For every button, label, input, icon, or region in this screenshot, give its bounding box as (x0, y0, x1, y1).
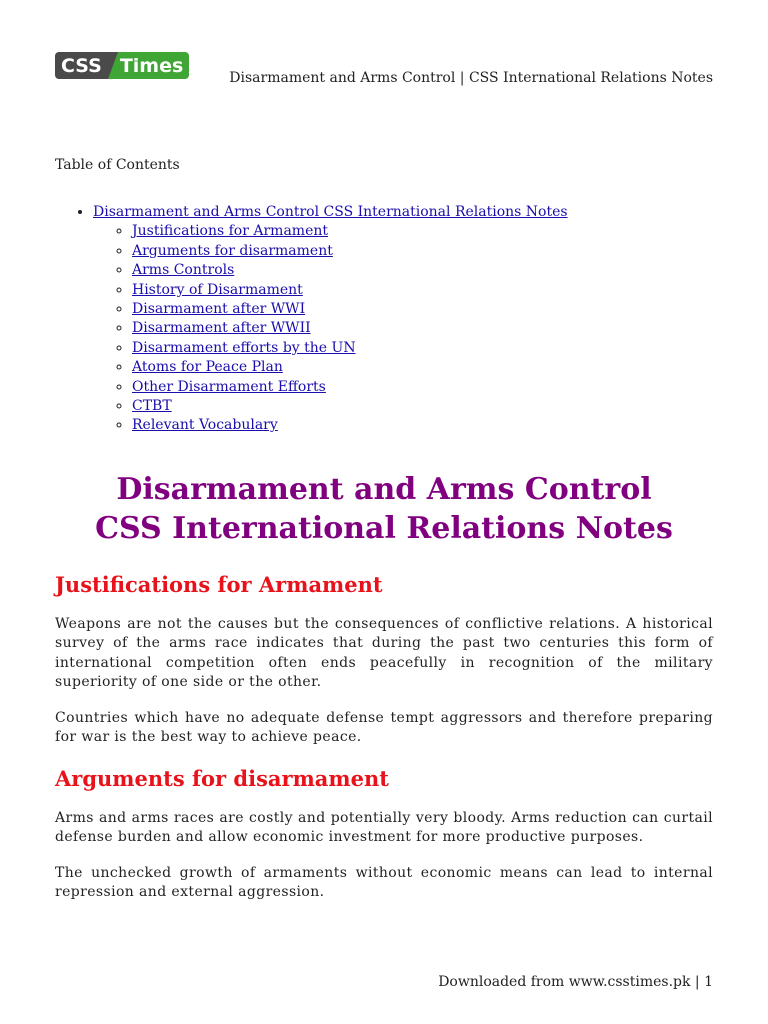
paragraph: The unchecked growth of armaments without economic means can lead to internal repression and external aggression. (55, 864, 713, 901)
article-title (55, 470, 713, 548)
toc-link-arms-controls[interactable]: Arms Controls (132, 262, 235, 279)
logo-slash (108, 52, 118, 79)
toc-link-un-efforts[interactable]: Disarmament efforts by the UN (132, 339, 356, 356)
toc-link-justifications[interactable]: Justifications for Armament (132, 223, 329, 240)
section-heading-justifications: Justifications for Armament (55, 571, 383, 597)
toc-subitem (132, 358, 713, 377)
toc-subitem (132, 222, 713, 241)
toc-link-other-efforts[interactable]: Other Disarmament Efforts (132, 378, 326, 395)
toc-link-vocabulary[interactable]: Relevant Vocabulary (132, 417, 278, 434)
paragraph: Arms and arms races are costly and potentially very bloody. Arms reduction can curtail defense burden and allow economic investment for more productive purposes. (55, 809, 713, 846)
toc-link-after-wwi[interactable]: Disarmament after WWI (132, 301, 306, 318)
toc-subitem (132, 339, 713, 358)
toc-link-history[interactable]: History of Disarmament (132, 281, 303, 298)
toc-heading: Table of Contents (55, 157, 180, 173)
toc-subitem (132, 261, 713, 280)
toc-subitem (132, 416, 713, 435)
paragraph: Weapons are not the causes but the consequences of conflictive relations. A historical survey of the arms race indicates that during the past two centuries this form of international competition often ends peacefully in recognition of the military superiority of one side or the other. (55, 615, 713, 691)
toc-item-main (93, 203, 713, 436)
toc-subitem (132, 300, 713, 319)
article-title-line1: Disarmament and Arms Control (116, 471, 652, 507)
csstimes-logo (55, 52, 189, 79)
article-title-line2: CSS International Relations Notes (95, 510, 673, 546)
paragraph: Countries which have no adequate defense tempt aggressors and therefore preparing for war is the best way to achieve peace. (55, 709, 713, 746)
toc-subitem (132, 319, 713, 338)
toc-link-main[interactable]: Disarmament and Arms Control CSS International Relations Notes (93, 204, 568, 220)
table-of-contents (55, 203, 713, 436)
header-title: Disarmament and Arms Control | CSS International Relations Notes (229, 70, 713, 86)
logo-times-text: Times (118, 52, 189, 79)
logo-css-text: CSS (55, 52, 108, 79)
toc-subitem (132, 281, 713, 300)
toc-link-arguments[interactable]: Arguments for disarmament (132, 242, 333, 259)
section-heading-arguments: Arguments for disarmament (55, 765, 389, 791)
page-content (55, 157, 713, 903)
page-footer: Downloaded from www.csstimes.pk | 1 (438, 974, 713, 990)
toc-link-after-wwii[interactable]: Disarmament after WWII (132, 320, 311, 337)
toc-link-ctbt[interactable]: CTBT (132, 398, 172, 415)
toc-subitem (132, 378, 713, 397)
toc-link-atoms-for-peace[interactable]: Atoms for Peace Plan (132, 359, 283, 376)
toc-subitem (132, 242, 713, 261)
toc-subitem (132, 397, 713, 416)
